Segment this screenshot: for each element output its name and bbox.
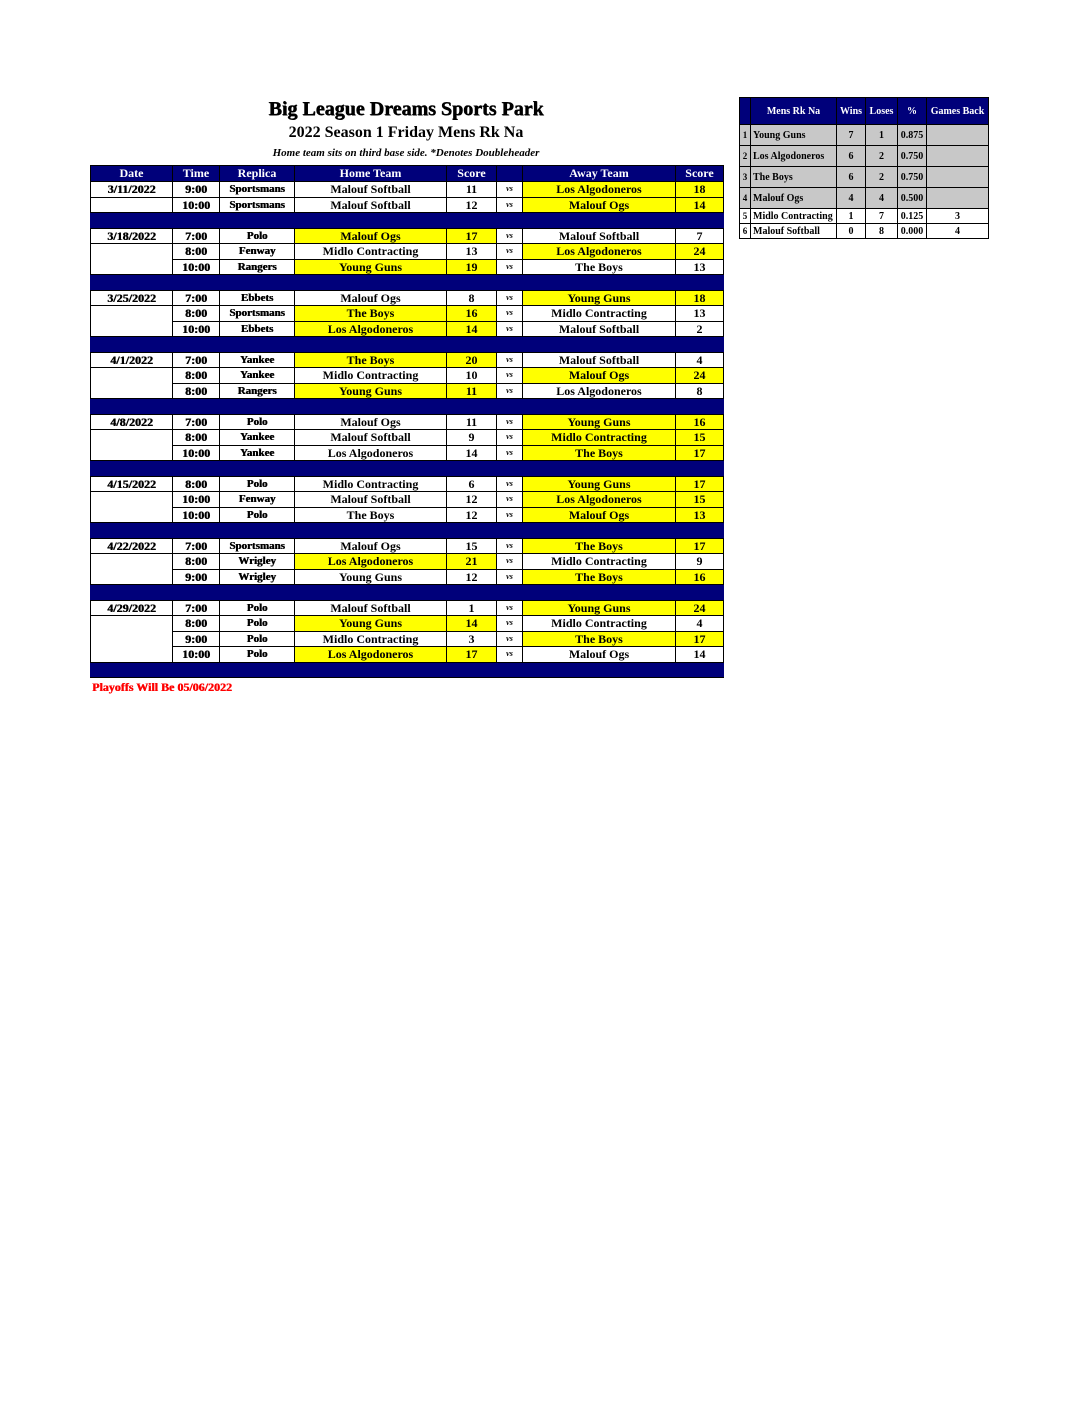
game-row (91, 306, 724, 322)
week-separator (91, 213, 724, 229)
week-separator (91, 461, 724, 477)
away-team: Los Algodoneros (523, 383, 676, 399)
standings-header-wins: Wins (837, 98, 866, 125)
home-team: Midlo Contracting (295, 368, 447, 384)
page-subtitle: 2022 Season 1 Friday Mens Rk Na (288, 124, 524, 141)
standings-header-rank (740, 98, 751, 125)
game-replica: Polo (220, 631, 295, 647)
home-team: Malouf Ogs (295, 538, 447, 554)
vs-label: vs (497, 368, 523, 384)
away-score: 24 (676, 368, 724, 384)
standings-wins: 7 (837, 125, 866, 146)
game-time: 10:00 (173, 492, 220, 508)
game-replica: Polo (220, 476, 295, 492)
schedule-header-row (91, 166, 724, 182)
vs-label: vs (497, 182, 523, 198)
game-date: 3/25/2022 (91, 290, 173, 306)
home-score: 14 (447, 445, 497, 461)
away-team: Midlo Contracting (523, 616, 676, 632)
standings-rank: 1 (740, 125, 751, 146)
game-row (91, 569, 724, 585)
game-date (91, 647, 173, 663)
game-time: 7:00 (173, 600, 220, 616)
vs-label: vs (497, 352, 523, 368)
standings-games-back (927, 167, 989, 188)
standings-row (740, 167, 989, 188)
standings-wins: 6 (837, 167, 866, 188)
away-score: 17 (676, 631, 724, 647)
away-team: Malouf Softball (523, 352, 676, 368)
game-replica: Yankee (220, 445, 295, 461)
vs-label: vs (497, 259, 523, 275)
game-time: 8:00 (173, 244, 220, 260)
away-team: Los Algodoneros (523, 492, 676, 508)
game-date (91, 244, 173, 260)
game-replica: Sportsmans (220, 538, 295, 554)
game-date (91, 507, 173, 523)
home-team: Malouf Softball (295, 492, 447, 508)
game-date (91, 569, 173, 585)
week-separator-cell (91, 461, 724, 477)
standings-team: Midlo Contracting (751, 209, 837, 224)
standings-pct: 0.750 (898, 167, 927, 188)
standings-wins: 4 (837, 188, 866, 209)
schedule-table (90, 165, 724, 678)
game-replica: Wrigley (220, 569, 295, 585)
home-team: Midlo Contracting (295, 476, 447, 492)
game-replica: Polo (220, 507, 295, 523)
game-replica: Polo (220, 647, 295, 663)
standings-table (739, 97, 989, 239)
standings-row (740, 125, 989, 146)
away-score: 17 (676, 538, 724, 554)
home-team: Midlo Contracting (295, 244, 447, 260)
game-time: 8:00 (173, 476, 220, 492)
standings-team: Los Algodoneros (751, 146, 837, 167)
away-score: 2 (676, 321, 724, 337)
column-header-home-score: Score (447, 166, 497, 182)
game-time: 7:00 (173, 414, 220, 430)
game-row (91, 647, 724, 663)
game-time: 8:00 (173, 430, 220, 446)
game-date: 3/18/2022 (91, 228, 173, 244)
game-date (91, 445, 173, 461)
game-replica: Wrigley (220, 554, 295, 570)
game-date: 3/11/2022 (91, 182, 173, 198)
standings-rank: 2 (740, 146, 751, 167)
home-score: 20 (447, 352, 497, 368)
home-score: 12 (447, 197, 497, 213)
away-score: 16 (676, 414, 724, 430)
vs-label: vs (497, 476, 523, 492)
game-date: 4/29/2022 (91, 600, 173, 616)
vs-label: vs (497, 430, 523, 446)
standings-header-games-back: Games Back (927, 98, 989, 125)
standings-row (740, 224, 989, 239)
standings-team: The Boys (751, 167, 837, 188)
home-team: Los Algodoneros (295, 321, 447, 337)
column-header-home-team: Home Team (295, 166, 447, 182)
away-score: 9 (676, 554, 724, 570)
game-replica: Sportsmans (220, 182, 295, 198)
away-score: 14 (676, 647, 724, 663)
standings-games-back (927, 188, 989, 209)
vs-label: vs (497, 538, 523, 554)
home-team: Los Algodoneros (295, 445, 447, 461)
game-replica: Rangers (220, 383, 295, 399)
home-team: Malouf Softball (295, 430, 447, 446)
home-score: 15 (447, 538, 497, 554)
vs-label: vs (497, 507, 523, 523)
away-score: 18 (676, 290, 724, 306)
game-date: 4/15/2022 (91, 476, 173, 492)
column-header-time: Time (173, 166, 220, 182)
home-score: 9 (447, 430, 497, 446)
game-row (91, 244, 724, 260)
standings-header-row (740, 98, 989, 125)
vs-label: vs (497, 244, 523, 260)
game-row (91, 368, 724, 384)
away-score: 13 (676, 507, 724, 523)
home-score: 1 (447, 600, 497, 616)
vs-label: vs (497, 631, 523, 647)
week-separator (91, 662, 724, 678)
home-score: 12 (447, 507, 497, 523)
game-replica: Yankee (220, 352, 295, 368)
game-replica: Yankee (220, 430, 295, 446)
vs-label: vs (497, 445, 523, 461)
game-row (91, 600, 724, 616)
away-score: 16 (676, 569, 724, 585)
standings-body (740, 125, 989, 239)
game-row (91, 476, 724, 492)
vs-label: vs (497, 383, 523, 399)
standings-team: Young Guns (751, 125, 837, 146)
game-time: 7:00 (173, 228, 220, 244)
away-team: Midlo Contracting (523, 306, 676, 322)
game-time: 7:00 (173, 352, 220, 368)
standings-games-back (927, 146, 989, 167)
week-separator-cell (91, 523, 724, 539)
home-score: 12 (447, 569, 497, 585)
home-score: 16 (447, 306, 497, 322)
away-team: Los Algodoneros (523, 182, 676, 198)
week-separator (91, 523, 724, 539)
home-team: The Boys (295, 306, 447, 322)
game-row (91, 197, 724, 213)
standings-wins: 1 (837, 209, 866, 224)
home-score: 10 (447, 368, 497, 384)
standings-header-loses: Loses (866, 98, 898, 125)
home-score: 3 (447, 631, 497, 647)
column-header-away-score: Score (676, 166, 724, 182)
game-date (91, 368, 173, 384)
game-row (91, 616, 724, 632)
game-time: 7:00 (173, 538, 220, 554)
game-row (91, 631, 724, 647)
home-team: Malouf Softball (295, 197, 447, 213)
home-team: Young Guns (295, 383, 447, 399)
game-date: 4/8/2022 (91, 414, 173, 430)
standings-pct: 0.750 (898, 146, 927, 167)
game-date (91, 259, 173, 275)
home-team: Young Guns (295, 616, 447, 632)
week-separator (91, 585, 724, 601)
home-score: 19 (447, 259, 497, 275)
away-team: Malouf Ogs (523, 368, 676, 384)
game-row (91, 414, 724, 430)
away-team: The Boys (523, 569, 676, 585)
standings-rank: 3 (740, 167, 751, 188)
game-row (91, 228, 724, 244)
vs-label: vs (497, 290, 523, 306)
game-time: 9:00 (173, 182, 220, 198)
away-score: 15 (676, 492, 724, 508)
away-team: Malouf Ogs (523, 507, 676, 523)
away-team: Malouf Ogs (523, 197, 676, 213)
game-time: 8:00 (173, 616, 220, 632)
away-team: Young Guns (523, 414, 676, 430)
home-team: Malouf Ogs (295, 290, 447, 306)
home-team: Malouf Softball (295, 182, 447, 198)
game-time: 8:00 (173, 554, 220, 570)
week-separator (91, 399, 724, 415)
game-time: 7:00 (173, 290, 220, 306)
home-score: 6 (447, 476, 497, 492)
standings-games-back (927, 125, 989, 146)
standings-loses: 4 (866, 188, 898, 209)
game-row (91, 290, 724, 306)
standings-pct: 0.000 (898, 224, 927, 239)
game-date (91, 321, 173, 337)
page-title: Big League Dreams Sports Park (268, 98, 544, 120)
standings-team: Malouf Ogs (751, 188, 837, 209)
standings-loses: 8 (866, 224, 898, 239)
game-replica: Ebbets (220, 321, 295, 337)
game-time: 8:00 (173, 383, 220, 399)
game-row (91, 538, 724, 554)
playoffs-note: Playoffs Will Be 05/06/2022 (92, 680, 232, 694)
home-score: 21 (447, 554, 497, 570)
standings-row (740, 188, 989, 209)
home-team: The Boys (295, 352, 447, 368)
away-score: 13 (676, 306, 724, 322)
game-replica: Sportsmans (220, 306, 295, 322)
game-row (91, 352, 724, 368)
vs-label: vs (497, 492, 523, 508)
home-team: Malouf Ogs (295, 228, 447, 244)
away-score: 14 (676, 197, 724, 213)
away-team: The Boys (523, 445, 676, 461)
game-row (91, 321, 724, 337)
away-team: Malouf Softball (523, 321, 676, 337)
vs-label: vs (497, 569, 523, 585)
game-replica: Polo (220, 228, 295, 244)
home-score: 11 (447, 414, 497, 430)
page-note: Home team sits on third base side. *Denotes Doubleheader (272, 147, 540, 159)
home-score: 17 (447, 228, 497, 244)
away-score: 13 (676, 259, 724, 275)
away-team: Malouf Ogs (523, 647, 676, 663)
away-team: Midlo Contracting (523, 430, 676, 446)
home-team: Malouf Softball (295, 600, 447, 616)
game-replica: Polo (220, 616, 295, 632)
game-row (91, 554, 724, 570)
vs-label: vs (497, 616, 523, 632)
vs-label: vs (497, 197, 523, 213)
vs-label: vs (497, 647, 523, 663)
away-team: Young Guns (523, 476, 676, 492)
away-score: 8 (676, 383, 724, 399)
standings-loses: 2 (866, 167, 898, 188)
standings-games-back: 3 (927, 209, 989, 224)
standings-loses: 7 (866, 209, 898, 224)
away-score: 18 (676, 182, 724, 198)
game-replica: Polo (220, 414, 295, 430)
game-date (91, 306, 173, 322)
game-row (91, 492, 724, 508)
week-separator (91, 337, 724, 353)
standings-wins: 0 (837, 224, 866, 239)
column-header-away-team: Away Team (523, 166, 676, 182)
away-team: The Boys (523, 259, 676, 275)
game-row (91, 507, 724, 523)
home-score: 12 (447, 492, 497, 508)
away-team: The Boys (523, 631, 676, 647)
game-replica: Rangers (220, 259, 295, 275)
game-time: 10:00 (173, 647, 220, 663)
standings-team: Malouf Softball (751, 224, 837, 239)
standings-wins: 6 (837, 146, 866, 167)
game-date (91, 383, 173, 399)
vs-label: vs (497, 600, 523, 616)
week-separator-cell (91, 585, 724, 601)
home-team: The Boys (295, 507, 447, 523)
game-row (91, 182, 724, 198)
away-team: Midlo Contracting (523, 554, 676, 570)
away-team: Young Guns (523, 290, 676, 306)
home-score: 8 (447, 290, 497, 306)
standings-games-back: 4 (927, 224, 989, 239)
game-date (91, 492, 173, 508)
standings-pct: 0.500 (898, 188, 927, 209)
game-time: 10:00 (173, 507, 220, 523)
game-row (91, 259, 724, 275)
column-header-vs (497, 166, 523, 182)
vs-label: vs (497, 228, 523, 244)
standings-header-division: Mens Rk Na (751, 98, 837, 125)
away-team: The Boys (523, 538, 676, 554)
game-time: 8:00 (173, 306, 220, 322)
home-team: Los Algodoneros (295, 554, 447, 570)
home-team: Malouf Ogs (295, 414, 447, 430)
game-replica: Fenway (220, 244, 295, 260)
home-team: Los Algodoneros (295, 647, 447, 663)
away-team: Malouf Softball (523, 228, 676, 244)
game-replica: Ebbets (220, 290, 295, 306)
game-row (91, 445, 724, 461)
home-score: 17 (447, 647, 497, 663)
away-score: 15 (676, 430, 724, 446)
game-time: 8:00 (173, 368, 220, 384)
home-score: 14 (447, 616, 497, 632)
schedule-body (91, 182, 724, 678)
game-row (91, 383, 724, 399)
away-team: Los Algodoneros (523, 244, 676, 260)
week-separator-cell (91, 275, 724, 291)
game-date (91, 430, 173, 446)
game-replica: Fenway (220, 492, 295, 508)
standings-loses: 1 (866, 125, 898, 146)
week-separator-cell (91, 213, 724, 229)
standings-pct: 0.875 (898, 125, 927, 146)
vs-label: vs (497, 306, 523, 322)
game-replica: Yankee (220, 368, 295, 384)
standings-header-pct: % (898, 98, 927, 125)
home-team: Young Guns (295, 259, 447, 275)
home-score: 11 (447, 182, 497, 198)
vs-label: vs (497, 414, 523, 430)
game-date (91, 631, 173, 647)
standings-rank: 6 (740, 224, 751, 239)
away-score: 24 (676, 600, 724, 616)
vs-label: vs (497, 321, 523, 337)
game-row (91, 430, 724, 446)
column-header-date: Date (91, 166, 173, 182)
game-date: 4/1/2022 (91, 352, 173, 368)
home-team: Midlo Contracting (295, 631, 447, 647)
game-replica: Polo (220, 600, 295, 616)
home-team: Young Guns (295, 569, 447, 585)
away-score: 17 (676, 476, 724, 492)
game-date (91, 554, 173, 570)
game-time: 9:00 (173, 569, 220, 585)
standings-pct: 0.125 (898, 209, 927, 224)
game-date (91, 197, 173, 213)
standings-row (740, 146, 989, 167)
game-time: 10:00 (173, 197, 220, 213)
home-score: 14 (447, 321, 497, 337)
home-score: 11 (447, 383, 497, 399)
away-score: 4 (676, 616, 724, 632)
game-time: 9:00 (173, 631, 220, 647)
week-separator (91, 275, 724, 291)
week-separator-cell (91, 399, 724, 415)
game-date: 4/22/2022 (91, 538, 173, 554)
away-team: Young Guns (523, 600, 676, 616)
away-score: 4 (676, 352, 724, 368)
home-score: 13 (447, 244, 497, 260)
away-score: 24 (676, 244, 724, 260)
away-score: 7 (676, 228, 724, 244)
standings-rank: 5 (740, 209, 751, 224)
week-separator-cell (91, 662, 724, 678)
game-date (91, 616, 173, 632)
standings-loses: 2 (866, 146, 898, 167)
game-replica: Sportsmans (220, 197, 295, 213)
game-time: 10:00 (173, 445, 220, 461)
game-time: 10:00 (173, 321, 220, 337)
away-score: 17 (676, 445, 724, 461)
column-header-replica: Replica (220, 166, 295, 182)
week-separator-cell (91, 337, 724, 353)
vs-label: vs (497, 554, 523, 570)
standings-row (740, 209, 989, 224)
standings-rank: 4 (740, 188, 751, 209)
game-time: 10:00 (173, 259, 220, 275)
